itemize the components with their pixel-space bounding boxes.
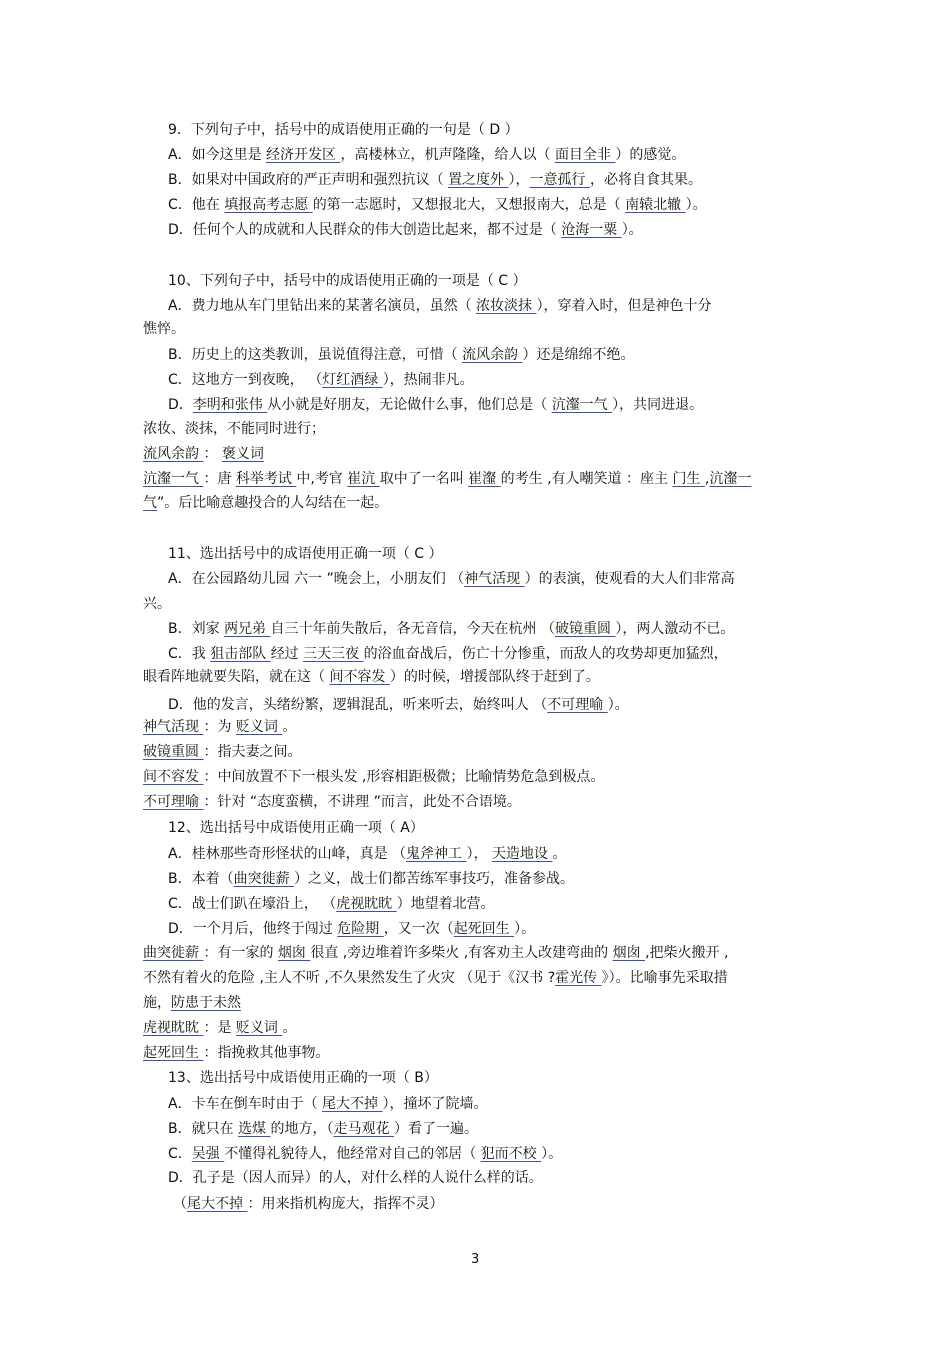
text-segment: D．任何个人的成就和人民群众的伟大创造比起来，都不过是（	[168, 222, 562, 238]
text-segment: ：中间放置不下一根头发 ,形容相距极微；比喻情势危急到极点。	[203, 769, 605, 785]
text-line	[168, 346, 635, 364]
underlined-term: 虎视眈眈	[143, 1020, 204, 1036]
underlined-term: 沧海一粟	[561, 222, 622, 238]
underlined-term: 犯而不校	[480, 1146, 542, 1162]
text-segment: ,把柴火搬开 ,	[645, 945, 729, 961]
text-segment: 兴。	[143, 596, 171, 612]
text-segment: 10、下列句子中，括号中的成语使用正确的一项是（ C ）	[168, 273, 527, 289]
text-segment: ：唐	[203, 471, 236, 487]
text-line	[143, 320, 185, 338]
text-line	[143, 1044, 329, 1062]
text-segment: 11、选出括号中的成语使用正确一项（ C ）	[168, 546, 443, 562]
text-line	[168, 297, 711, 315]
underlined-term: 流风余韵	[462, 347, 523, 363]
text-segment: 取中了一名叫	[379, 471, 469, 487]
text-segment: ）的感觉。	[615, 147, 686, 163]
page-number: 3	[471, 1252, 480, 1267]
underlined-term: 三天三夜	[303, 646, 364, 662]
underlined-term: 贬义词	[235, 719, 283, 735]
text-line	[168, 146, 685, 164]
underlined-term: 狙击部队	[210, 646, 271, 662]
underlined-term: 不可理喻	[547, 697, 608, 713]
text-segment: D．他的发言，头绪纷繁，逻辑混乱，听来听去，始终叫人 （	[168, 697, 548, 713]
text-line	[143, 718, 296, 736]
text-segment: 》）。比喻事先采取措	[601, 970, 728, 986]
text-line	[143, 1019, 296, 1037]
text-segment: 的地方，（	[270, 1121, 334, 1137]
underlined-term: 崔沆	[347, 471, 380, 487]
underlined-term: 天造地设	[491, 846, 553, 862]
text-segment: D．	[168, 397, 193, 413]
text-segment: A．桂林那些奇形怪状的山峰，真是 （	[168, 846, 407, 862]
text-line	[143, 743, 301, 761]
text-segment: ：是	[203, 1020, 236, 1036]
underlined-term: 尾大不掉	[322, 1096, 383, 1112]
underlined-term: 走马观花	[333, 1121, 394, 1137]
text-line	[143, 595, 171, 613]
text-line	[173, 1195, 443, 1213]
underlined-term: 贬义词	[235, 1020, 283, 1036]
underlined-term: 沆瀣一气	[551, 397, 613, 413]
text-line	[168, 696, 629, 714]
text-segment: 9．下列句子中，括号中的成语使用正确的一句是（ D ）	[168, 122, 519, 138]
text-segment: ，又一次（	[383, 921, 454, 937]
text-segment: ：有一家的	[203, 945, 278, 961]
text-line	[143, 944, 728, 962]
underlined-term: 吴强	[191, 1146, 225, 1162]
text-segment: ）地望着北营。	[396, 896, 495, 912]
underlined-term: 曲突徙薪	[143, 945, 204, 961]
underlined-term: 霍光传	[555, 970, 602, 986]
text-segment: ：指夫妻之间。	[203, 744, 302, 760]
underlined-term: 曲突徙薪	[233, 871, 295, 887]
text-segment: 很直 ,旁边堆着许多柴火 ,有客劝主人改建弯曲的	[310, 945, 613, 961]
underlined-term: 起死回生	[143, 1045, 204, 1061]
text-segment: ）还是绵绵不绝。	[522, 347, 635, 363]
underlined-term: 间不容发	[143, 769, 204, 785]
text-segment: 。	[552, 846, 567, 862]
text-line	[143, 994, 241, 1012]
text-line	[168, 545, 443, 563]
underlined-term: 神气活现	[464, 571, 525, 587]
text-segment: D．孔子是（因人而异）的人，对什么样的人说什么样的话。	[168, 1170, 543, 1186]
text-segment: 经过	[270, 646, 304, 662]
underlined-term: 一意孤行	[529, 172, 590, 188]
underlined-term: 填报高考志愿	[224, 197, 313, 213]
underlined-term: 虎视眈眈	[336, 896, 397, 912]
text-segment: A．如今这里是	[168, 147, 267, 163]
text-segment: ）。	[621, 222, 643, 238]
text-line	[168, 171, 702, 189]
text-segment: ），撞坏了院墙。	[382, 1096, 488, 1112]
text-segment: ，必将自食其果。	[589, 172, 702, 188]
text-segment: A．卡车在倒车时由于（	[168, 1096, 323, 1112]
text-segment: B．历史上的这类教训，虽说值得注意，可惜（	[168, 347, 463, 363]
underlined-term: 褒义词	[221, 446, 264, 462]
text-segment: ：用来指机构庞大，指挥不灵）	[247, 1196, 444, 1212]
underlined-term: 不可理喻	[143, 794, 204, 810]
text-segment: 不懂得礼貌待人，他经常对自己的邻居（	[224, 1146, 481, 1162]
text-segment: ），	[508, 172, 530, 188]
text-segment: ），	[466, 846, 492, 862]
underlined-term: 置之度外	[448, 172, 509, 188]
underlined-term: 破镜重圆	[554, 621, 616, 637]
underlined-term: 科举考试	[235, 471, 297, 487]
text-segment: C．战士们趴在壕沿上， （	[168, 896, 337, 912]
text-line	[143, 793, 521, 811]
text-segment: 的考生 ,有人嘲笑道 ：座主	[500, 471, 673, 487]
text-segment: A．费力地从车门里钻出来的某著名演员，虽然（	[168, 298, 477, 314]
text-segment: 12、选出括号中成语使用正确一项（ A）	[168, 820, 424, 836]
text-segment: 憔悴。	[143, 321, 185, 337]
text-line	[168, 396, 703, 414]
text-line	[168, 1069, 438, 1087]
text-line	[168, 570, 735, 588]
text-line	[143, 470, 751, 488]
text-segment: ,	[704, 471, 710, 487]
text-line	[168, 870, 574, 888]
text-segment: ，高楼林立，机声隆隆，给人以（	[340, 147, 555, 163]
text-segment: ）看了一遍。	[393, 1121, 478, 1137]
text-segment: 的浴血奋战后，伤亡十分惨重，而敌人的攻势却更加猛烈，	[363, 646, 728, 662]
underlined-term: 流风余韵	[143, 446, 204, 462]
text-segment: ）。	[514, 921, 536, 937]
text-line	[168, 1120, 478, 1138]
text-segment: ）。	[685, 197, 707, 213]
text-segment: 施，	[143, 995, 171, 1011]
text-segment: ）。	[607, 697, 629, 713]
text-line	[143, 420, 325, 438]
underlined-term: 门生	[672, 471, 705, 487]
text-line	[143, 668, 600, 686]
text-segment: C．他在	[168, 197, 225, 213]
text-segment: 。	[282, 719, 297, 735]
text-line	[168, 272, 527, 290]
text-segment: ：针对 “态度蛮横，不讲理 ”而言，此处不合语境。	[203, 794, 521, 810]
text-segment: B．刘家	[168, 621, 225, 637]
text-segment: 13、选出括号中成语使用正确的一项（ B）	[168, 1070, 438, 1086]
text-segment: ）之义，战士们都苦练军事技巧，准备参战。	[294, 871, 575, 887]
text-line	[168, 121, 519, 139]
text-line	[168, 221, 643, 239]
text-segment: 从小就是好朋友，无论做什么事，他们总是（	[267, 397, 552, 413]
text-segment: ），两人激动不已。	[615, 621, 735, 637]
text-line	[143, 768, 604, 786]
text-line	[168, 920, 535, 938]
text-line	[143, 445, 264, 463]
underlined-term: 沆瀣一	[709, 471, 752, 487]
text-segment: ：指挽救其他事物。	[203, 1045, 330, 1061]
underlined-term: 气	[143, 495, 157, 511]
underlined-term: 破镜重圆	[143, 744, 204, 760]
underlined-term: 烟囱	[612, 945, 646, 961]
text-segment: ），共同进退。	[612, 397, 704, 413]
text-segment: 浓妆、淡抹，不能同时进行；	[143, 421, 325, 437]
text-line	[168, 845, 566, 863]
text-segment: ），穿着入时，但是神色十分	[536, 298, 712, 314]
text-segment: A．在公园路幼儿园 六一 ”晚会上，小朋友们 （	[168, 571, 465, 587]
underlined-term: 危险期	[337, 921, 384, 937]
underlined-term: 李明和张伟	[192, 397, 268, 413]
text-segment: ）。	[541, 1146, 563, 1162]
underlined-term: 间不容发	[329, 669, 390, 685]
text-segment: ）的表演，使观看的大人们非常高	[524, 571, 735, 587]
text-segment: 的第一志愿时，又想报北大，又想报南大，总是（	[312, 197, 626, 213]
text-segment: 不然有着火的危险 ,主人不听 ,不久果然发生了火灾 （见于《汉书 ?	[143, 970, 556, 986]
underlined-term: 沆瀣一气	[143, 471, 204, 487]
underlined-term: 尾大不掉	[187, 1196, 248, 1212]
text-segment: C．	[168, 1146, 192, 1162]
text-segment: ：为	[203, 719, 236, 735]
text-segment: ）的时候，增援部队终于赶到了。	[389, 669, 600, 685]
text-segment: B．如果对中国政府的严正声明和强烈抗议（	[168, 172, 449, 188]
underlined-term: 崔瀣	[468, 471, 501, 487]
text-line	[168, 620, 734, 638]
text-line	[168, 645, 728, 663]
underlined-term: 灯红酒绿	[322, 372, 383, 388]
underlined-term: 面目全非	[554, 147, 616, 163]
underlined-term: 起死回生	[453, 921, 515, 937]
text-segment: ：	[203, 446, 222, 462]
text-segment: C．我	[168, 646, 211, 662]
text-segment: 自三十年前失散后，各无音信，今天在杭州 （	[270, 621, 555, 637]
text-line	[168, 196, 707, 214]
text-segment: ），热闹非凡。	[382, 372, 474, 388]
underlined-term: 烟囱	[277, 945, 311, 961]
text-segment: B．本着（	[168, 871, 234, 887]
text-line	[143, 494, 388, 512]
text-segment: D．一个月后，他终于闯过	[168, 921, 338, 937]
text-line	[168, 895, 495, 913]
text-line	[143, 969, 728, 987]
underlined-term: 鬼斧神工	[406, 846, 467, 862]
text-line	[168, 1145, 562, 1163]
text-line	[168, 1095, 487, 1113]
text-segment: C．这地方一到夜晚， （	[168, 372, 323, 388]
text-segment: 眼看阵地就要失陷，就在这（	[143, 669, 330, 685]
underlined-term: 神气活现	[143, 719, 204, 735]
underlined-term: 防患于未然	[171, 995, 241, 1011]
text-segment: B．就只在	[168, 1121, 239, 1137]
text-line	[168, 1169, 543, 1187]
underlined-term: 两兄弟	[224, 621, 271, 637]
underlined-term: 选煤	[238, 1121, 271, 1137]
underlined-term: 浓妆淡抹	[476, 298, 537, 314]
text-segment: （	[173, 1196, 187, 1212]
text-line	[168, 371, 474, 389]
text-segment: ”。后比喻意趣投合的人勾结在一起。	[157, 495, 389, 511]
underlined-term: 南辕北辙	[625, 197, 686, 213]
underlined-term: 经济开发区	[266, 147, 341, 163]
text-segment: 中,考官	[296, 471, 348, 487]
text-line	[168, 819, 424, 837]
text-segment: 。	[282, 1020, 297, 1036]
